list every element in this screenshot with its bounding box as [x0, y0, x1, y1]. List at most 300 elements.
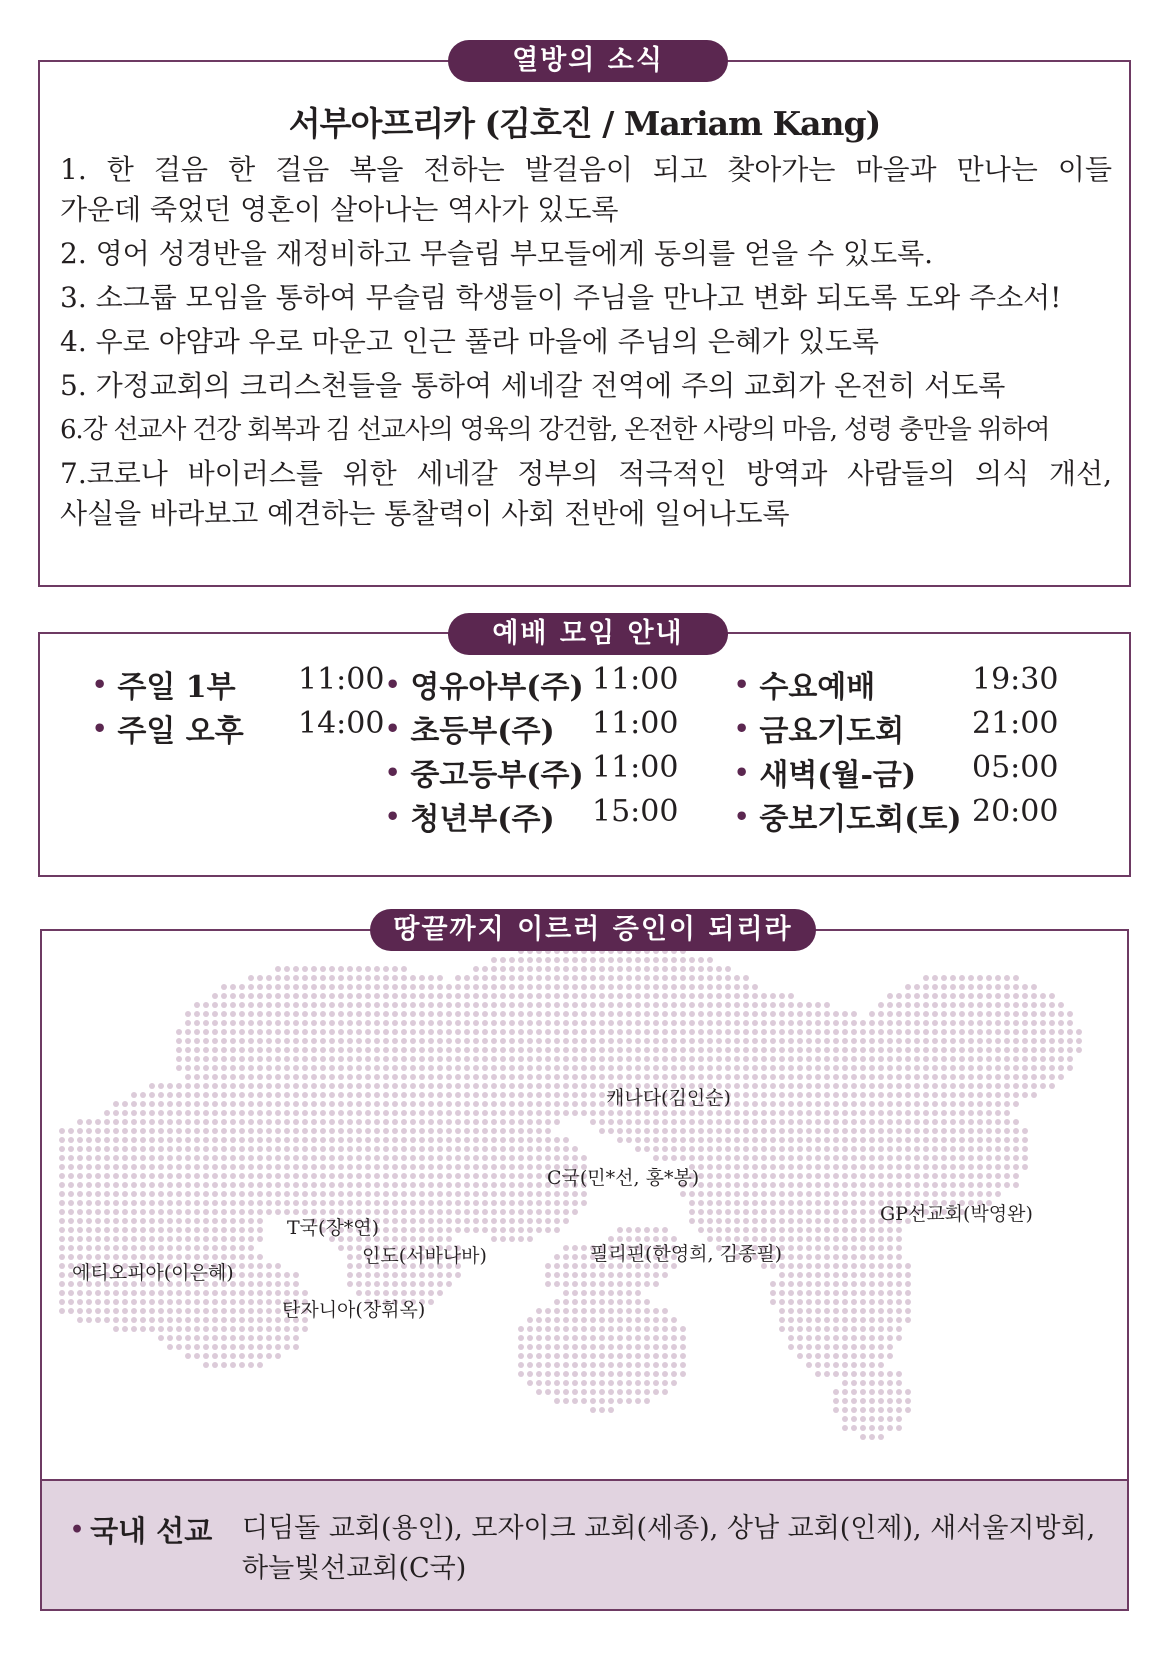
- map-dot: [851, 1056, 857, 1062]
- map-dot: [338, 1029, 344, 1035]
- map-dot: [788, 1299, 794, 1305]
- map-dot: [968, 1173, 974, 1179]
- map-dot: [122, 1173, 128, 1179]
- map-dot: [77, 1245, 83, 1251]
- map-dot: [1022, 1011, 1028, 1017]
- map-dot: [230, 984, 236, 990]
- map-dot: [86, 1173, 92, 1179]
- map-dot: [842, 1119, 848, 1125]
- map-dot: [950, 1020, 956, 1026]
- map-dot: [932, 1065, 938, 1071]
- map-dot: [923, 1056, 929, 1062]
- map-dot: [221, 1200, 227, 1206]
- map-dot: [1067, 1020, 1073, 1026]
- map-dot: [491, 1029, 497, 1035]
- map-dot: [320, 966, 326, 972]
- map-dot: [941, 1146, 947, 1152]
- map-dot: [887, 1137, 893, 1143]
- map-dot: [689, 1191, 695, 1197]
- map-dot: [455, 1164, 461, 1170]
- map-dot: [752, 984, 758, 990]
- map-dot: [752, 1038, 758, 1044]
- map-dot: [563, 1038, 569, 1044]
- map-dot: [761, 1083, 767, 1089]
- map-dot: [572, 957, 578, 963]
- map-dot: [536, 1119, 542, 1125]
- map-dot: [905, 1128, 911, 1134]
- map-dot: [104, 1290, 110, 1296]
- map-dot: [590, 1083, 596, 1089]
- map-dot: [554, 1254, 560, 1260]
- map-dot: [428, 1182, 434, 1188]
- map-dot: [581, 1038, 587, 1044]
- map-dot: [266, 1029, 272, 1035]
- map-dot: [491, 1164, 497, 1170]
- map-dot: [797, 1074, 803, 1080]
- map-dot: [923, 1173, 929, 1179]
- map-dot: [869, 1155, 875, 1161]
- map-dot: [473, 1002, 479, 1008]
- map-dot: [923, 1029, 929, 1035]
- map-dot: [257, 1011, 263, 1017]
- map-dot: [977, 1029, 983, 1035]
- map-dot: [833, 1227, 839, 1233]
- map-dot: [860, 1110, 866, 1116]
- map-dot: [347, 1281, 353, 1287]
- map-dot: [554, 1038, 560, 1044]
- map-dot: [842, 1380, 848, 1386]
- map-dot: [257, 1353, 263, 1359]
- map-dot: [860, 1353, 866, 1359]
- map-dot: [419, 1047, 425, 1053]
- map-dot: [824, 1371, 830, 1377]
- map-dot: [1013, 1101, 1019, 1107]
- map-dot: [851, 1236, 857, 1242]
- map-dot: [248, 993, 254, 999]
- map-dot: [797, 1344, 803, 1350]
- map-dot: [248, 1164, 254, 1170]
- map-dot: [860, 1128, 866, 1134]
- map-dot: [572, 1155, 578, 1161]
- map-dot: [527, 984, 533, 990]
- map-dot: [842, 1335, 848, 1341]
- map-dot: [491, 1191, 497, 1197]
- map-dot: [401, 1146, 407, 1152]
- map-dot: [1058, 1029, 1064, 1035]
- map-dot: [797, 1056, 803, 1062]
- map-dot: [554, 1065, 560, 1071]
- map-dot: [824, 1119, 830, 1125]
- map-label-philippines: 필리핀(한영희, 김종필): [590, 1243, 783, 1265]
- map-dot: [617, 1128, 623, 1134]
- map-dot: [536, 1011, 542, 1017]
- map-dot: [833, 1173, 839, 1179]
- map-dot: [590, 1290, 596, 1296]
- map-dot: [896, 1308, 902, 1314]
- map-dot: [212, 1317, 218, 1323]
- map-dot: [212, 1164, 218, 1170]
- map-dot: [923, 1047, 929, 1053]
- map-dot: [995, 1128, 1001, 1134]
- map-dot: [1004, 1164, 1010, 1170]
- map-dot: [752, 1020, 758, 1026]
- map-dot: [932, 1182, 938, 1188]
- map-dot: [572, 1308, 578, 1314]
- map-dot: [365, 1101, 371, 1107]
- map-dot: [59, 1146, 65, 1152]
- map-dot: [185, 1200, 191, 1206]
- map-dot: [869, 1326, 875, 1332]
- map-dot: [122, 1191, 128, 1197]
- map-dot: [563, 1029, 569, 1035]
- map-dot: [347, 1074, 353, 1080]
- map-dot: [662, 1029, 668, 1035]
- map-dot: [743, 1119, 749, 1125]
- map-dot: [932, 1092, 938, 1098]
- map-dot: [815, 1065, 821, 1071]
- map-dot: [248, 1083, 254, 1089]
- map-dot: [248, 1191, 254, 1197]
- map-dot: [185, 1038, 191, 1044]
- map-dot: [662, 1155, 668, 1161]
- map-dot: [833, 1200, 839, 1206]
- map-dot: [221, 1317, 227, 1323]
- map-dot: [1049, 1083, 1055, 1089]
- map-dot: [581, 1380, 587, 1386]
- map-dot: [869, 1056, 875, 1062]
- map-dot: [725, 1200, 731, 1206]
- map-dot: [374, 975, 380, 981]
- map-dot: [887, 1029, 893, 1035]
- map-dot: [635, 1326, 641, 1332]
- map-dot: [779, 1218, 785, 1224]
- map-dot: [887, 1047, 893, 1053]
- map-dot: [1013, 1065, 1019, 1071]
- map-dot: [581, 1200, 587, 1206]
- map-dot: [239, 1047, 245, 1053]
- map-dot: [212, 1209, 218, 1215]
- map-dot: [707, 1191, 713, 1197]
- map-dot: [320, 1011, 326, 1017]
- map-dot: [491, 1200, 497, 1206]
- map-dot: [293, 1155, 299, 1161]
- map-dot: [1004, 1020, 1010, 1026]
- map-dot: [572, 1344, 578, 1350]
- map-dot: [878, 1308, 884, 1314]
- map-dot: [608, 1335, 614, 1341]
- map-dot: [914, 1092, 920, 1098]
- map-dot: [572, 1191, 578, 1197]
- map-dot: [914, 1182, 920, 1188]
- map-dot: [365, 1155, 371, 1161]
- map-dot: [140, 1236, 146, 1242]
- map-dot: [455, 1101, 461, 1107]
- map-dot: [473, 1191, 479, 1197]
- map-dot: [212, 1029, 218, 1035]
- prayer-item-1-cont: 가운데 죽었던 영혼이 살아나는 역사가 있도록: [60, 193, 619, 226]
- map-dot: [401, 1164, 407, 1170]
- map-dot: [572, 984, 578, 990]
- map-dot: [896, 1416, 902, 1422]
- map-dot: [626, 1029, 632, 1035]
- map-dot: [779, 1272, 785, 1278]
- map-dot: [770, 1146, 776, 1152]
- map-dot: [113, 1209, 119, 1215]
- map-dot: [347, 1200, 353, 1206]
- map-dot: [383, 1227, 389, 1233]
- map-dot: [545, 1074, 551, 1080]
- map-dot: [833, 1272, 839, 1278]
- map-dot: [545, 993, 551, 999]
- map-dot: [869, 1254, 875, 1260]
- map-dot: [698, 975, 704, 981]
- map-dot: [662, 1110, 668, 1116]
- map-dot: [707, 1011, 713, 1017]
- map-dot: [851, 1326, 857, 1332]
- map-dot: [95, 1200, 101, 1206]
- map-dot: [131, 1317, 137, 1323]
- map-dot: [446, 1011, 452, 1017]
- map-dot: [590, 1371, 596, 1377]
- map-dot: [581, 1011, 587, 1017]
- map-dot: [734, 993, 740, 999]
- map-dot: [878, 1164, 884, 1170]
- map-dot: [977, 1110, 983, 1116]
- map-dot: [797, 1254, 803, 1260]
- map-dot: [1040, 1020, 1046, 1026]
- map-dot: [698, 1155, 704, 1161]
- map-dot: [527, 1020, 533, 1026]
- map-dot: [419, 1029, 425, 1035]
- map-dot: [617, 1110, 623, 1116]
- map-dot: [257, 984, 263, 990]
- map-dot: [545, 1191, 551, 1197]
- map-dot: [770, 1182, 776, 1188]
- map-dot: [680, 1344, 686, 1350]
- map-dot: [410, 1182, 416, 1188]
- map-dot: [257, 1101, 263, 1107]
- map-dot: [716, 1191, 722, 1197]
- domestic-mission: [42, 1479, 1127, 1609]
- map-dot: [1049, 1056, 1055, 1062]
- map-dot: [752, 1092, 758, 1098]
- map-dot: [275, 1182, 281, 1188]
- map-dot: [518, 1074, 524, 1080]
- map-dot: [797, 1290, 803, 1296]
- map-dot: [815, 1335, 821, 1341]
- news-heading: 열방의 소식: [448, 40, 728, 82]
- map-dot: [707, 1182, 713, 1188]
- map-dot: [581, 1263, 587, 1269]
- map-dot: [689, 1128, 695, 1134]
- map-dot: [833, 1011, 839, 1017]
- map-dot: [716, 1182, 722, 1188]
- map-dot: [599, 1299, 605, 1305]
- map-dot: [419, 1002, 425, 1008]
- map-dot: [302, 1074, 308, 1080]
- map-dot: [563, 1137, 569, 1143]
- map-dot: [761, 1047, 767, 1053]
- map-dot: [437, 1173, 443, 1179]
- map-dot: [311, 1083, 317, 1089]
- map-dot: [1058, 1020, 1064, 1026]
- map-dot: [671, 1146, 677, 1152]
- map-dot: [266, 1110, 272, 1116]
- map-dot: [968, 1056, 974, 1062]
- map-dot: [554, 1047, 560, 1053]
- map-dot: [527, 993, 533, 999]
- map-dot: [221, 1353, 227, 1359]
- map-dot: [680, 1191, 686, 1197]
- map-dot: [581, 1245, 587, 1251]
- map-dot: [887, 1056, 893, 1062]
- map-dot: [743, 975, 749, 981]
- map-dot: [311, 1182, 317, 1188]
- map-dot: [851, 1362, 857, 1368]
- map-dot: [869, 1434, 875, 1440]
- map-dot: [788, 1119, 794, 1125]
- map-dot: [878, 1389, 884, 1395]
- map-dot: [995, 1083, 1001, 1089]
- map-dot: [941, 1164, 947, 1170]
- map-dot: [275, 1074, 281, 1080]
- map-dot: [167, 1137, 173, 1143]
- map-dot: [176, 1173, 182, 1179]
- map-dot: [716, 1002, 722, 1008]
- map-dot: [437, 1200, 443, 1206]
- map-dot: [707, 1029, 713, 1035]
- map-dot: [608, 1308, 614, 1314]
- map-dot: [446, 1173, 452, 1179]
- map-dot: [455, 1155, 461, 1161]
- map-dot: [869, 1371, 875, 1377]
- map-dot: [203, 1020, 209, 1026]
- map-dot: [518, 1047, 524, 1053]
- map-dot: [140, 1245, 146, 1251]
- map-dot: [779, 1038, 785, 1044]
- map-dot: [635, 1074, 641, 1080]
- map-dot: [203, 1308, 209, 1314]
- prayer-item-2: 2. 영어 성경반을 재정비하고 무슬림 부모들에게 동의를 얻을 수 있도록.: [60, 237, 934, 270]
- map-dot: [770, 1164, 776, 1170]
- map-dot: [824, 1164, 830, 1170]
- map-dot: [392, 1074, 398, 1080]
- map-dot: [473, 1218, 479, 1224]
- map-dot: [383, 1020, 389, 1026]
- map-dot: [563, 1065, 569, 1071]
- map-dot: [626, 1119, 632, 1125]
- map-dot: [527, 1065, 533, 1071]
- map-dot: [365, 1029, 371, 1035]
- map-dot: [158, 1083, 164, 1089]
- map-dot: [104, 1299, 110, 1305]
- map-dot: [509, 1047, 515, 1053]
- map-dot: [545, 1380, 551, 1386]
- map-dot: [329, 1119, 335, 1125]
- map-dot: [572, 1326, 578, 1332]
- map-dot: [239, 1173, 245, 1179]
- map-dot: [968, 1101, 974, 1107]
- map-dot: [1076, 1038, 1082, 1044]
- map-dot: [230, 1083, 236, 1089]
- map-dot: [248, 1209, 254, 1215]
- map-dot: [266, 1038, 272, 1044]
- map-dot: [419, 1137, 425, 1143]
- map-dot: [203, 1092, 209, 1098]
- map-dot: [284, 1272, 290, 1278]
- map-dot: [941, 1038, 947, 1044]
- map-dot: [824, 1308, 830, 1314]
- map-dot: [599, 1407, 605, 1413]
- map-dot: [113, 1236, 119, 1242]
- map-dot: [257, 1173, 263, 1179]
- map-dot: [284, 1344, 290, 1350]
- map-dot: [680, 1326, 686, 1332]
- map-dot: [545, 1002, 551, 1008]
- map-dot: [608, 1038, 614, 1044]
- map-dot: [554, 993, 560, 999]
- map-dot: [689, 1029, 695, 1035]
- map-dot: [455, 1011, 461, 1017]
- map-dot: [302, 1047, 308, 1053]
- map-dot: [581, 1308, 587, 1314]
- map-dot: [752, 1101, 758, 1107]
- map-dot: [806, 1254, 812, 1260]
- map-dot: [185, 1047, 191, 1053]
- map-dot: [446, 1029, 452, 1035]
- map-dot: [842, 1416, 848, 1422]
- map-dot: [698, 957, 704, 963]
- map-dot: [293, 1119, 299, 1125]
- map-dot: [239, 1002, 245, 1008]
- map-dot: [239, 1200, 245, 1206]
- map-dot: [590, 1344, 596, 1350]
- map-dot: [878, 1299, 884, 1305]
- map-dot: [617, 1281, 623, 1287]
- map-dot: [518, 984, 524, 990]
- map-dot: [437, 1047, 443, 1053]
- map-dot: [248, 1137, 254, 1143]
- map-dot: [455, 1182, 461, 1188]
- map-dot: [410, 1200, 416, 1206]
- map-dot: [392, 1029, 398, 1035]
- map-dot: [167, 1164, 173, 1170]
- map-dot: [437, 1029, 443, 1035]
- map-dot: [842, 1290, 848, 1296]
- map-dot: [437, 1182, 443, 1188]
- map-dot: [167, 1173, 173, 1179]
- map-dot: [149, 1200, 155, 1206]
- map-dot: [527, 1074, 533, 1080]
- map-dot: [248, 1245, 254, 1251]
- map-dot: [824, 1011, 830, 1017]
- map-dot: [761, 1200, 767, 1206]
- map-dot: [671, 1065, 677, 1071]
- map-dot: [59, 1308, 65, 1314]
- map-dot: [203, 1074, 209, 1080]
- map-dot: [419, 1200, 425, 1206]
- map-dot: [1004, 1110, 1010, 1116]
- map-dot: [572, 1011, 578, 1017]
- map-dot: [185, 1290, 191, 1296]
- map-dot: [167, 1083, 173, 1089]
- map-dot: [221, 1038, 227, 1044]
- map-dot: [842, 1398, 848, 1404]
- map-dot: [887, 1380, 893, 1386]
- map-dot: [563, 1272, 569, 1278]
- map-dot: [842, 1047, 848, 1053]
- map-dot: [185, 1218, 191, 1224]
